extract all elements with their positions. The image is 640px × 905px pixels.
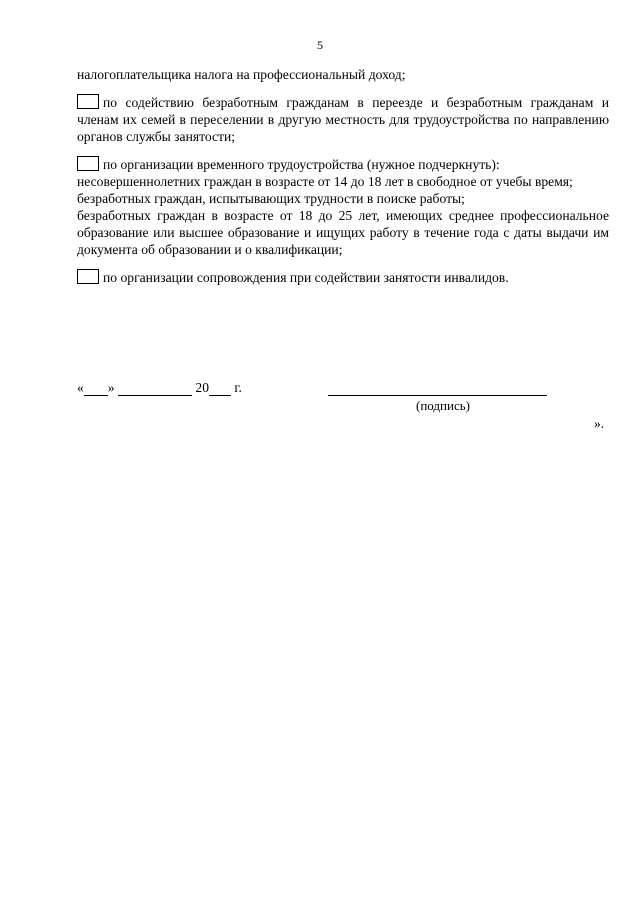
day-blank[interactable]	[84, 381, 108, 396]
paragraph-taxpayer: налогоплательщика налога на профессиональный доход;	[77, 67, 406, 82]
quote-open: «	[77, 380, 84, 395]
document-body	[77, 66, 609, 286]
month-blank[interactable]	[118, 381, 192, 396]
signature-line[interactable]	[328, 395, 547, 396]
year-blank[interactable]	[209, 381, 231, 396]
disabled-support-head: по организации сопровождения при содействии занятости инвалидов.	[103, 270, 509, 285]
quote-close: »	[107, 380, 115, 395]
closing-quote: ».	[594, 416, 605, 431]
year-prefix: 20	[195, 380, 209, 395]
hard-to-employ-item: безработных граждан, испытывающих трудности в поиске работы;	[77, 191, 465, 206]
option-temporary-employment	[77, 156, 609, 258]
temporary-employment-checkbox[interactable]	[77, 156, 99, 171]
signature-caption: (подпись)	[416, 398, 470, 413]
relocation-rest: и членам их семей в переселении в другую местность для трудоустройства по направлению органов службы занятости;	[77, 95, 609, 144]
option-relocation-text	[77, 94, 609, 145]
option-disabled-support	[77, 269, 609, 286]
young-graduates-item: безработных граждан в возрасте от 18 до 25 лет, имеющих среднее профессиональное образование или высшее образование и ищущих работу в течение года с даты выдачи им документа об образовании и о квалификации;	[77, 208, 609, 257]
minors-item: несовершеннолетних граждан в возрасте от 14 до 18 лет в свободное от учебы время;	[77, 174, 573, 189]
temporary-employment-head: по организации временного трудоустройства (нужное подчеркнуть):	[103, 157, 500, 172]
page-number: 5	[317, 38, 323, 52]
signature-row	[77, 380, 609, 420]
temporary-employment-head-line	[77, 156, 609, 173]
relocation-head: по содействию безработным гражданам в переезде и безработным гражданам	[103, 95, 594, 110]
year-suffix: г.	[234, 380, 242, 395]
disabled-support-line	[77, 269, 609, 286]
relocation-checkbox[interactable]	[77, 94, 99, 109]
disabled-support-checkbox[interactable]	[77, 269, 99, 284]
option-relocation	[77, 94, 609, 145]
date-field	[77, 380, 242, 396]
